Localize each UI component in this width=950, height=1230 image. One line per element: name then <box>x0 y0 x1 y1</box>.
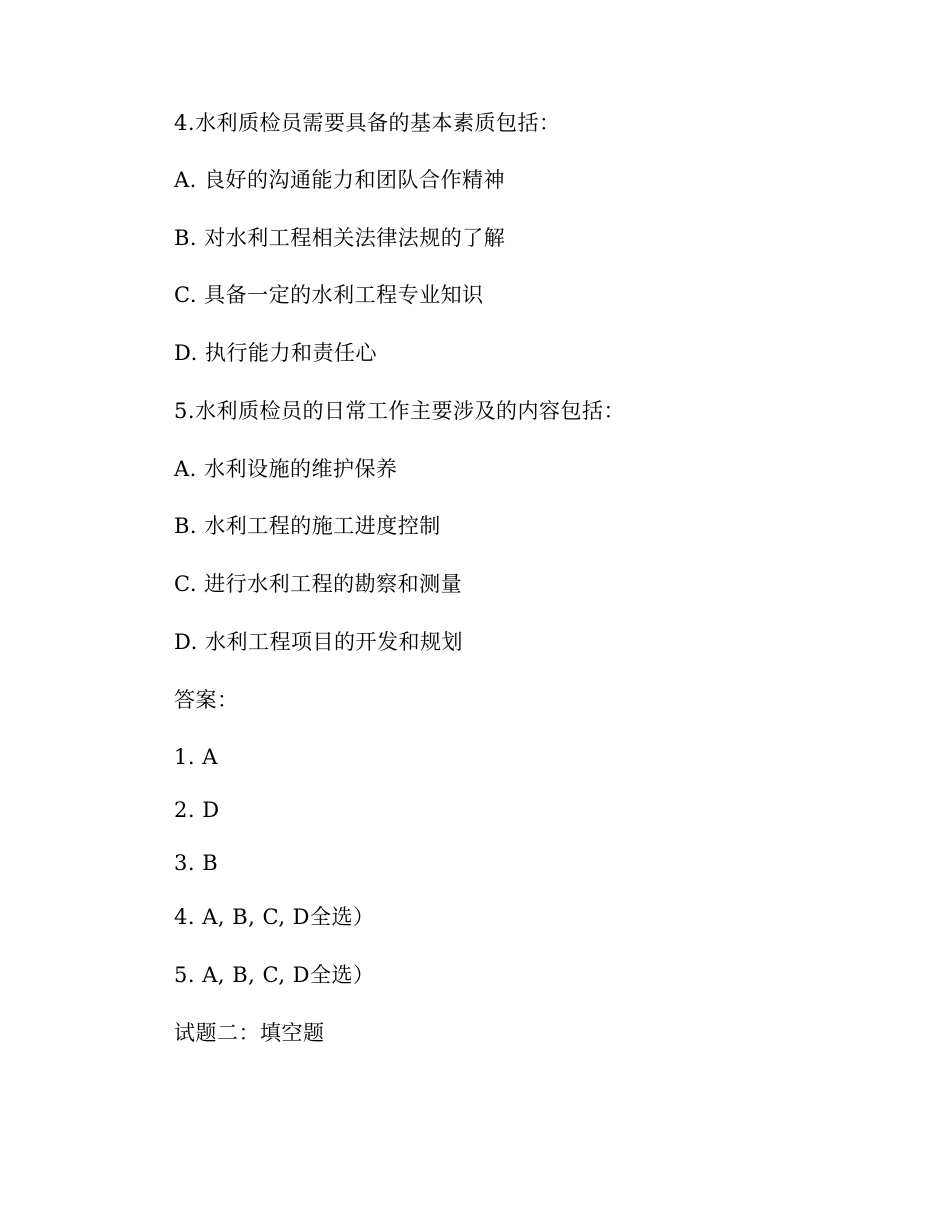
answer-item-2: 2. D <box>174 798 220 822</box>
answer-item-5: 5. A, B, C, D全选） <box>174 963 375 987</box>
question-5-option-a: A. 水利设施的维护保养 <box>174 457 398 481</box>
answer-item-1: 1. A <box>174 745 218 769</box>
question-4-option-a: A. 良好的沟通能力和团队合作精神 <box>174 168 506 192</box>
question-5-option-d: D. 水利工程项目的开发和规划 <box>174 630 463 654</box>
question-5-stem: 5.水利质检员的日常工作主要涉及的内容包括： <box>174 399 626 423</box>
question-4-option-d: D. 执行能力和责任心 <box>174 341 377 365</box>
answers-heading: 答案： <box>174 688 239 712</box>
question-4-option-b: B. 对水利工程相关法律法规的了解 <box>174 226 506 250</box>
section-heading: 试题二：填空题 <box>174 1021 325 1045</box>
question-5-option-c: C. 进行水利工程的勘察和测量 <box>174 572 463 596</box>
answer-item-4: 4. A, B, C, D全选） <box>174 905 375 929</box>
answer-item-3: 3. B <box>174 851 219 875</box>
question-4-stem: 4.水利质检员需要具备的基本素质包括： <box>174 111 561 135</box>
question-4-option-c: C. 具备一定的水利工程专业知识 <box>174 283 484 307</box>
question-5-option-b: B. 水利工程的施工进度控制 <box>174 514 441 538</box>
